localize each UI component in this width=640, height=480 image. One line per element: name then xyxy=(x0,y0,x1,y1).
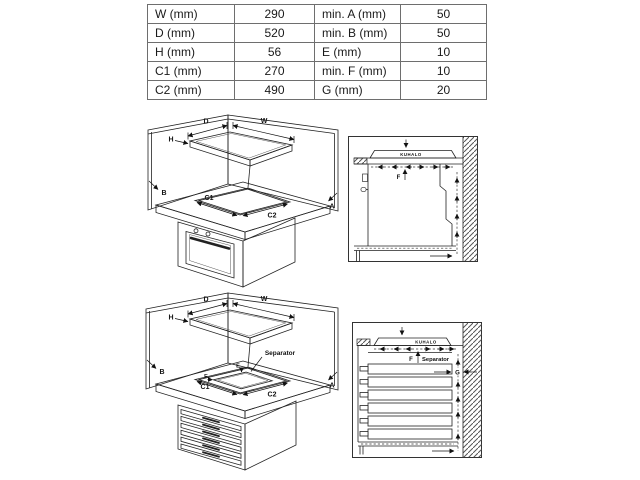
dim-label: C2 (mm) xyxy=(148,81,235,100)
label-B: B xyxy=(159,369,165,376)
dimension-H xyxy=(168,137,188,144)
diagram-section-over-drawers xyxy=(348,318,486,463)
hob-brand-label: KUHALO xyxy=(400,151,422,157)
hob-slab xyxy=(190,310,292,344)
label-A: A xyxy=(329,382,335,390)
wall-hatch xyxy=(463,137,478,261)
dim-value: 50 xyxy=(401,24,487,43)
label-F: F xyxy=(409,357,413,363)
separator-label: Separator xyxy=(422,357,450,363)
dim-label: min. B (mm) xyxy=(315,24,401,43)
dim-value: 520 xyxy=(235,24,315,43)
drawer-handle xyxy=(360,393,368,398)
label-A: A xyxy=(329,203,335,211)
drawer-box xyxy=(368,390,452,400)
label-H: H xyxy=(168,314,174,322)
dim-value: 56 xyxy=(235,43,315,62)
separator-frame xyxy=(213,372,272,389)
label-W: W xyxy=(260,118,268,125)
drawer-handle xyxy=(360,380,368,385)
oven-hinge xyxy=(363,174,368,182)
dim-label: H (mm) xyxy=(148,43,235,62)
table-row xyxy=(148,5,487,24)
dimension-C1 xyxy=(197,382,237,395)
dim-value: 10 xyxy=(401,62,487,81)
dim-value: 20 xyxy=(401,81,487,100)
label-B: B xyxy=(161,190,167,197)
dimension-H xyxy=(168,315,188,322)
oven-cabinet xyxy=(178,218,295,287)
table-row xyxy=(148,81,487,100)
label-C2: C2 xyxy=(267,212,277,220)
label-D: D xyxy=(203,118,209,126)
drawer-box xyxy=(368,377,452,387)
label-F: F xyxy=(396,175,401,181)
drawer-handle xyxy=(360,419,368,424)
diagram-hob-over-drawers xyxy=(138,287,348,477)
drawer-handle xyxy=(360,432,368,437)
separator-callout xyxy=(251,350,296,372)
dim-label: E (mm) xyxy=(315,43,401,62)
hob-brand-label: KUHALO xyxy=(415,339,437,345)
dim-value: 10 xyxy=(401,43,487,62)
drawer-box xyxy=(368,364,452,374)
table-row xyxy=(148,43,487,62)
drawer-handle xyxy=(360,406,368,411)
hob-slab xyxy=(190,132,292,166)
label-C1: C1 xyxy=(204,195,214,202)
oven-knob xyxy=(194,229,198,233)
drawer-cabinet xyxy=(178,401,296,470)
label-C2: C2 xyxy=(267,391,277,399)
drawer-box xyxy=(368,416,452,426)
label-G: G xyxy=(455,370,460,377)
dim-label: min. F (mm) xyxy=(315,62,401,81)
diagram-section-over-oven xyxy=(344,132,486,272)
diagram-hob-over-oven xyxy=(140,110,345,290)
oven-handle xyxy=(191,238,229,249)
label-E: E xyxy=(236,363,240,370)
dimension-table xyxy=(147,4,487,100)
separator-label: Separator xyxy=(264,350,296,357)
dim-label: min. A (mm) xyxy=(315,5,401,24)
label-C1: C1 xyxy=(200,384,210,391)
dim-value: 50 xyxy=(401,5,487,24)
table-row xyxy=(148,62,487,81)
oven-knob xyxy=(361,187,366,191)
dimension-A xyxy=(329,372,338,390)
label-H: H xyxy=(168,136,174,144)
wall-hatch xyxy=(463,323,482,457)
table-row xyxy=(148,24,487,43)
dim-label: C1 (mm) xyxy=(148,62,235,81)
label-E: E xyxy=(204,374,208,380)
label-W: W xyxy=(260,296,268,303)
corner-walls xyxy=(148,115,338,211)
dim-value: 490 xyxy=(235,81,315,100)
dim-label: D (mm) xyxy=(148,24,235,43)
dim-value: 270 xyxy=(235,62,315,81)
dim-label: W (mm) xyxy=(148,5,235,24)
drawer-box xyxy=(368,403,452,413)
dim-value: 290 xyxy=(235,5,315,24)
dim-label: G (mm) xyxy=(315,81,401,100)
label-D: D xyxy=(203,296,209,304)
drawer-box xyxy=(368,429,452,439)
oven-knob xyxy=(206,232,210,236)
drawer-handle xyxy=(360,367,368,372)
dimension-A xyxy=(329,193,338,211)
